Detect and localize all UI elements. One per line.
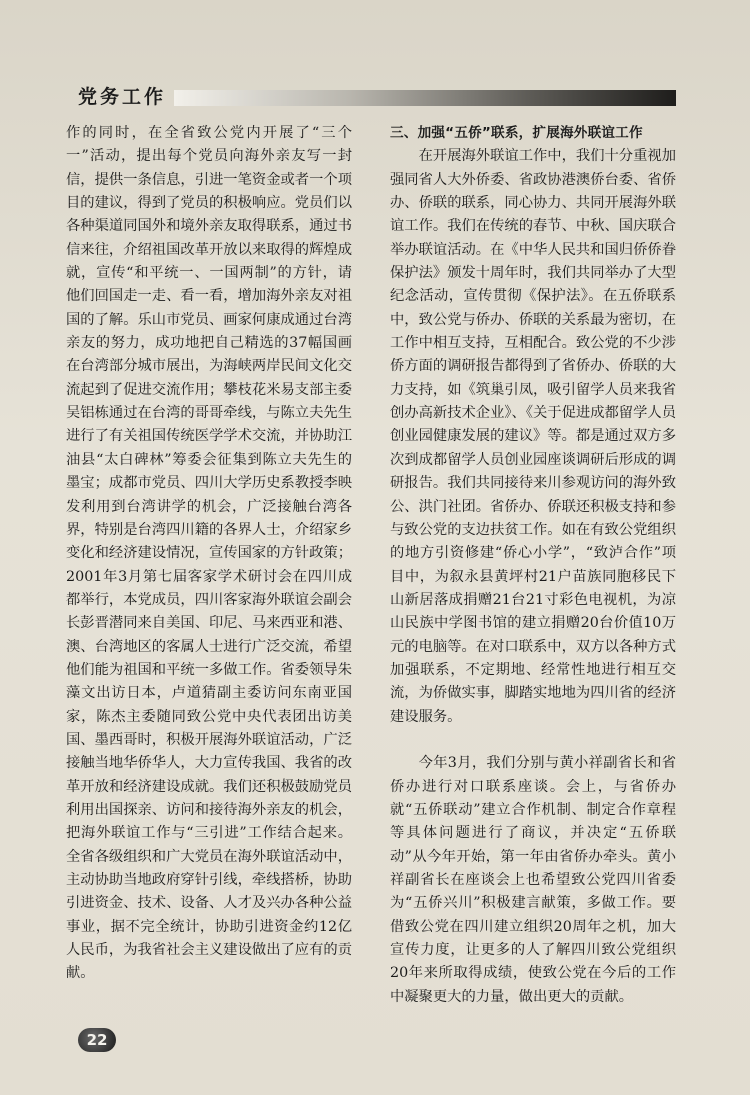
section-title: 党务工作 xyxy=(78,86,167,108)
section-header xyxy=(66,84,676,110)
body-paragraph: 在开展海外联谊工作中，我们十分重视加强同省人大外侨委、省政协港澳侨台委、省侨办、侨联的联系，同心协力、共同开展海外联谊工作。我们在传统的春节、中秋、国庆联合举办联谊活动。在《中华人民共和国归侨侨眷保护法》颁发十周年时，我们共同举办了大型纪念活动，宣传贯彻《保护法》。在五侨联系中，致公党与侨办、侨联的关系最为密切，在工作中相互支持，互相配合。致公党的不少涉侨方面的调研报告都得到了省侨办、侨联的大力支持，如《筑巢引凤，吸引留学人员来我省创办高新技术企业》、《关于促进成都留学人员创业园健康发展的建议》等。都是通过双方多次到成都留学人员创业园座谈调研后形成的调研报告。我们共同接待来川参观访问的海外致公、洪门社团。省侨办、侨联还积极支持和参与致公党的支边扶贫工作。如在有致公党组织的地方引资修建“侨心小学”，“致泸合作”项目中，为叙永县黄坪村21户苗族同胞移民下山新居落成捐赠21台21寸彩色电视机，为凉山民族中学图书馆的建立捐赠20台价值10万元的电脑等。在对口联系中，双方以各种方式加强联系，不定期地、经常性地进行相互交流，为侨做实事，脚踏实地地为四川省的经济建设服务。 xyxy=(390,148,676,725)
body-paragraph: 作的同时，在全省致公党内开展了“三个一”活动，提出每个党员向海外亲友写一封信，提供一条信息，引进一笔资金或者一个项目的建议，得到了党员的积极响应。党员们以各种渠道同国外和境外亲友取得联系，通过书信来往，介绍祖国改革开放以来取得的辉煌成就，宣传“和平统一、一国两制”的方针，请他们回国走一走、看一看，增加海外亲友对祖国的了解。乐山市党员、画家何康成通过台湾亲友的努力，成功地把自己精选的37幅国画在台湾部分城市展出，为海峡两岸民间文化交流起到了促进交流作用；攀枝花米易支部主委吴铝栋通过在台湾的哥哥牵线，与陈立夫先生进行了有关祖国传统医学学术交流，并协助江油县“太白碑林”筹委会征集到陈立夫先生的墨宝；成都市党员、四川大学历史系教授李映发利用到台湾讲学的机会，广泛接触台湾各界，特别是台湾四川籍的各界人士，介绍家乡变化和经济建设情况，宣传国家的方针政策；2001年3月第七届客家学术研讨会在四川成都举行，本党成员，四川客家海外联谊会副会长彭晋潜同来自美国、印尼、马来西亚和港、澳、台湾地区的客属人士进行广泛交流，希望他们能为祖国和平统一多做工作。省委领导朱藻文出访日本，卢道猜副主委访问东南亚国家，陈杰主委随同致公党中央代表团出访美国、墨西哥时，积极开展海外联谊活动，广泛接触当地华侨华人，大力宣传我国、我省的改革开放和经济建设成就。我们还积极鼓励党员利用出国探亲、访问和接待海外亲友的机会，把海外联谊工作与“三引进”工作结合起来。全省各级组织和广大党员在海外联谊活动中，主动协助当地政府穿针引线，牵线搭桥，协助引进资金、技术、设备、人才及兴办各种公益事业，据不完全统计，协助引进资金约12亿人民币，为我省社会主义建设做出了应有的贡献。 xyxy=(66,125,352,982)
header-gradient-bar xyxy=(174,90,676,106)
left-column xyxy=(66,122,352,986)
paragraph-spacer xyxy=(390,729,676,752)
subsection-heading: 三、加强“五侨”联系，扩展海外联谊工作 xyxy=(390,125,643,141)
right-column xyxy=(390,122,676,1009)
page-number: 22 xyxy=(78,1028,116,1052)
body-paragraph: 今年3月，我们分别与黄小祥副省长和省侨办进行对口联系座谈。会上，与省侨办就“五侨联动”建立合作机制、制定合作章程等具体问题进行了商议，并决定“五侨联动”从今年开始，第一年由省侨办牵头。黄小祥副省长在座谈会上也希望致公党四川省委为“五侨兴川”积极建言献策，多做工作。要借致公党在四川建立组织20周年之机，加大宣传力度，让更多的人了解四川致公党组织20年来所取得成绩，使致公党在今后的工作中凝聚更大的力量，做出更大的贡献。 xyxy=(390,755,676,1005)
